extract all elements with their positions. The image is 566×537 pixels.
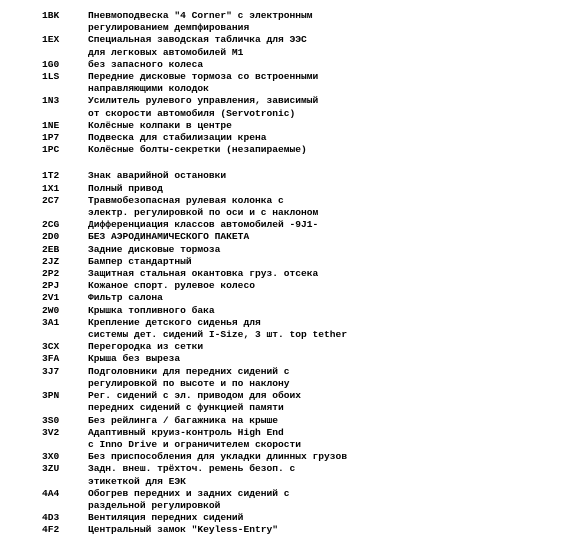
option-code: 1X1 [42, 182, 60, 194]
option-row [0, 120, 566, 132]
option-row [0, 427, 566, 439]
option-code: 2JZ [42, 255, 60, 267]
option-row [0, 341, 566, 353]
option-description-line: Полный привод [88, 182, 163, 194]
option-code: 3X0 [42, 451, 60, 463]
option-code-list [0, 10, 566, 537]
option-row [0, 207, 566, 219]
option-row [0, 280, 566, 292]
option-code: 4D3 [42, 512, 60, 524]
option-description-line: Колёсные колпаки в центре [88, 119, 232, 131]
option-description-line: регулировкой по высоте и по наклону [88, 377, 290, 389]
option-description-line: Задн. внеш. трёхточ. ремень безоп. с [88, 463, 296, 475]
option-row [0, 170, 566, 182]
option-row [0, 366, 566, 378]
option-row [0, 439, 566, 451]
option-description-line: БЕЗ АЭРОДИНАМИЧЕСКОГО ПАКЕТА [88, 231, 250, 243]
option-description-line: Вентиляция передних сидений [88, 512, 244, 524]
option-description-line: Передние дисковые тормоза со встроенными [88, 71, 319, 83]
option-row [0, 231, 566, 243]
option-code: 1G0 [42, 58, 60, 70]
option-description-line: Подвеска для стабилизации крена [88, 132, 267, 144]
option-code: 1NE [42, 119, 60, 131]
option-description-line: Травмобезопасная рулевая колонка с [88, 194, 284, 206]
option-row [0, 256, 566, 268]
option-row [0, 317, 566, 329]
option-description-line: раздельной регулировкой [88, 499, 221, 511]
option-description-line: электр. регулировкой по оси и с наклоном [88, 207, 319, 219]
option-code: 2PJ [42, 280, 60, 292]
option-code: 2CG [42, 219, 60, 231]
option-row [0, 144, 566, 156]
option-row [0, 390, 566, 402]
option-description-line: Центральный замок "Keyless-Entry" [88, 524, 278, 536]
option-description-line: без запасного колеса [88, 58, 204, 70]
option-description-line: Фильтр салона [88, 292, 163, 304]
option-row [0, 10, 566, 22]
option-description-line: для легковых автомобилей М1 [88, 46, 244, 58]
option-description-line: передних сидений с функцией памяти [88, 402, 284, 414]
option-description-line: Рег. сидений с эл. приводом для обоих [88, 390, 302, 402]
option-row [0, 219, 566, 231]
option-description-line: Дифференциация классов автомобилей -9J1- [88, 219, 319, 231]
option-row [0, 378, 566, 390]
option-row [0, 415, 566, 427]
option-row [0, 292, 566, 304]
option-description-line: Пневмоподвеска "4 Corner" с электронным [88, 10, 313, 21]
option-row [0, 476, 566, 488]
option-row [0, 524, 566, 536]
option-description-line: Усилитель рулевого управления, зависимый [88, 95, 319, 107]
option-code: 3J7 [42, 365, 60, 377]
option-description-line: от скорости автомобиля (Servotronic) [88, 107, 296, 119]
option-row [0, 512, 566, 524]
option-row [0, 305, 566, 317]
option-row [0, 22, 566, 34]
option-code: 3CX [42, 341, 60, 353]
option-description-line: Крыша без выреза [88, 353, 181, 365]
option-code: 3V2 [42, 426, 60, 438]
option-description-line: Кожаное спорт. рулевое колесо [88, 280, 255, 292]
option-description-line: Защитная стальная окантовка груз. отсека [88, 268, 319, 280]
option-description-line: Крышка топливного бака [88, 304, 215, 316]
option-code: 1P7 [42, 132, 60, 144]
option-row [0, 268, 566, 280]
option-description-line: направляющими колодок [88, 83, 209, 95]
option-description-line: Колёсные болты-секретки (незапираемые) [88, 144, 307, 156]
option-row [0, 488, 566, 500]
option-code: 3S0 [42, 414, 60, 426]
option-row [0, 463, 566, 475]
option-description-line: Подголовники для передних сидений с [88, 365, 290, 377]
section-gap [0, 156, 566, 170]
option-code: 4F2 [42, 524, 60, 536]
option-row [0, 47, 566, 59]
option-code: 2P2 [42, 268, 60, 280]
option-row [0, 451, 566, 463]
option-code: 2D0 [42, 231, 60, 243]
option-description-line: Адаптивный круиз-контроль High End [88, 426, 284, 438]
option-description-line: Бампер стандартный [88, 255, 192, 267]
option-row [0, 402, 566, 414]
option-row [0, 132, 566, 144]
option-row [0, 34, 566, 46]
option-description-line: Задние дисковые тормоза [88, 243, 221, 255]
option-code: 1LS [42, 71, 60, 83]
option-code: 1T2 [42, 170, 60, 182]
option-code: 3FA [42, 353, 60, 365]
option-row [0, 183, 566, 195]
option-description-line: Специальная заводская табличка для ЭЭС [88, 34, 307, 46]
option-code: 1EX [42, 34, 60, 46]
option-code: 2W0 [42, 304, 60, 316]
option-description-line: регулированием демпфирования [88, 22, 250, 34]
option-description-line: Крепление детского сиденья для [88, 316, 261, 328]
option-description-line: Без рейлинга / багажника на крыше [88, 414, 278, 426]
option-code: 3ZU [42, 463, 60, 475]
option-code: 3A1 [42, 316, 60, 328]
option-code: 2EB [42, 243, 60, 255]
option-description-line: с Inno Drive и ограничителем скорости [88, 438, 302, 450]
option-row [0, 244, 566, 256]
option-code: 1PC [42, 144, 60, 156]
option-code: 1BK [42, 10, 60, 21]
option-row [0, 195, 566, 207]
option-description-line: этикеткой для ЕЭК [88, 475, 186, 487]
option-code: 3PN [42, 390, 60, 402]
option-description-line: системы дет. сидений I-Size, 3 шт. top tether [88, 329, 348, 341]
option-row [0, 83, 566, 95]
option-description-line: Обогрев передних и задних сидений с [88, 487, 290, 499]
option-row [0, 329, 566, 341]
option-row [0, 500, 566, 512]
option-code: 2C7 [42, 194, 60, 206]
option-row [0, 71, 566, 83]
option-row [0, 95, 566, 107]
option-code: 1N3 [42, 95, 60, 107]
option-row [0, 59, 566, 71]
option-row [0, 108, 566, 120]
option-code: 4A4 [42, 487, 60, 499]
option-row [0, 353, 566, 365]
option-description-line: Без приспособления для укладки длинных грузов [88, 451, 348, 463]
option-description-line: Знак аварийной остановки [88, 170, 227, 182]
option-code: 2V1 [42, 292, 60, 304]
option-description-line: Перегородка из сетки [88, 341, 204, 353]
